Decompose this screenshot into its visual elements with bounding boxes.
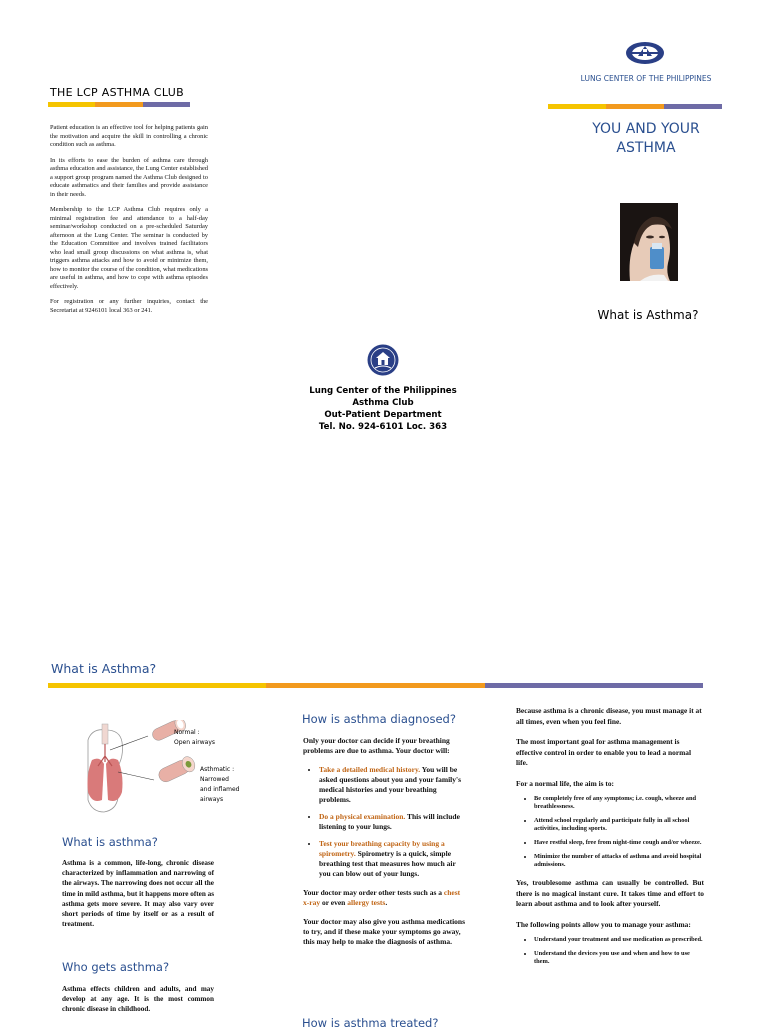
aim-item: • Attend school regularly and participate fully in all school activities, including sports.: [534, 817, 704, 833]
point-item: • Understand your treatment and use medication as prescribed.: [534, 936, 704, 944]
club-paragraph: In its efforts to ease the burden of asthma care through asthma education and assistance, the Lung Center established a support group program named the Asthma Club designed to educate asthmatics and their families and provide assistance in their needs.: [50, 156, 208, 198]
cover-title-line2: ASTHMA: [616, 140, 676, 156]
lcp-seal-logo: [367, 344, 399, 376]
cover-color-bar: [548, 104, 722, 109]
contact-block: [283, 385, 483, 433]
contact-department: Out-Patient Department: [324, 410, 442, 420]
diagnosed-heading: How is asthma diagnosed?: [302, 712, 456, 726]
club-description: [50, 124, 208, 322]
org-name: LUNG CENTER OF THE PHILIPPINES: [580, 74, 712, 83]
asthmatic-label-desc: Narrowed: [200, 776, 229, 783]
cover-title: [548, 120, 744, 158]
other-tests-text: [303, 888, 465, 908]
other-tests-part: Your doctor may order other tests such as a: [303, 888, 444, 897]
treated-heading: How is asthma treated?: [302, 1016, 439, 1030]
aim-item: • Have restful sleep, free from night-time cough and/or wheeze.: [534, 839, 704, 847]
chest-xray-highlight: chest x-ray: [303, 888, 461, 907]
diagnosis-step-highlight: Do a physical examination.: [319, 812, 406, 821]
club-paragraph: For registration or any further inquiries, contact the Secretariat at 9246101 local 363 or 241.: [50, 298, 208, 314]
who-gets-asthma-heading: Who gets asthma?: [62, 960, 170, 974]
point-item: • Understand the devices you use and when and how to use them.: [534, 950, 704, 966]
aim-item: • Be completely free of any symptoms; i.e. cough, wheeze and breathlessness.: [534, 795, 704, 811]
club-paragraph: Membership to the LCP Asthma Club requires only a minimal registration fee and attendance to a half-day seminar/workshop conducted on a pre-scheduled Saturday afternoon at the Lung Center. The seminar is conducted by the Education Committee and involves trained facilitators who lead small group discussions on what asthma is, what triggers asthma attacks and how to avoid or minimize them, how to monitor the course of the condition, what medications are useful in asthma, and how to cope with asthma episodes effectively.: [50, 206, 208, 290]
normal-label: Normal :: [174, 729, 200, 736]
diagnosis-step-text: This will include listening to your lungs.: [319, 812, 460, 831]
diagnosis-step: [319, 839, 465, 879]
diagnosis-step-text: Spirometry is a quick, simple breathing test that measures how much air you can blow out of your lungs.: [319, 849, 456, 878]
inhaler-photo: [620, 203, 678, 281]
goal-text: The most important goal for asthma management is effective control in order to enable you to lead a normal life.: [516, 737, 692, 767]
other-tests-part: .: [385, 898, 388, 907]
diagnosed-section: [303, 736, 465, 956]
asthmatic-label: Asthmatic :: [200, 766, 235, 773]
inside-banner-title: What is Asthma?: [51, 661, 157, 676]
contact-org: Lung Center of the Philippines: [309, 386, 457, 396]
what-is-asthma-text: Asthma is a common, life-long, chronic disease characterized by inflammation and narrowing of the airways. The narrowing does not occur all the time in mild asthma, but it happens more often as asthma gets more severe. It may also vary over short periods of time by itself or as a result of treatment.: [62, 859, 215, 929]
aim-item: • Minimize the number of attacks of asthma and avoid hospital admissions.: [534, 853, 704, 869]
diagnosed-intro: Only your doctor can decide if your breathing problems are due to asthma. Your doctor will:: [303, 736, 450, 755]
chronic-text: Because asthma is a chronic disease, you must manage it at all times, even when you feel fine.: [516, 706, 702, 726]
club-title: THE LCP ASTHMA CLUB: [50, 86, 184, 99]
management-section: [516, 706, 704, 975]
diagnosis-step-text: You will be asked questions about you and your family's medical histories and your breathing problems.: [319, 765, 461, 804]
diagnosis-step: [319, 812, 465, 832]
normal-label-desc: Open airways: [174, 739, 216, 746]
cover-title-line1: YOU AND YOUR: [592, 121, 700, 137]
who-gets-asthma-text: Asthma effects children and adults, and may develop at any age. It is the most common chronic disease in childhood.: [62, 985, 214, 1014]
what-is-asthma-heading: What is asthma?: [62, 835, 158, 849]
diagnosis-step-highlight: Take a detailed medical history.: [319, 765, 421, 774]
asthmatic-label-desc: airways: [200, 796, 224, 803]
cover-subtitle: What is Asthma?: [597, 308, 699, 322]
controlled-text: Yes, troublesome asthma can usually be controlled. But there is no magical instant cure. It takes time and effort to learn about asthma and to look after yourself.: [516, 878, 704, 908]
inside-color-bar: [48, 683, 703, 688]
allergy-tests-highlight: allergy tests: [347, 898, 386, 907]
diagnosis-step: [319, 765, 465, 805]
points-text: The following points allow you to manage your asthma:: [516, 919, 691, 929]
title-color-bar: [48, 102, 190, 107]
airway-diagram: [78, 720, 258, 816]
club-paragraph: Patient education is an effective tool for helping patients gain the motivation and acquire the skill in controlling a chronic condition such as asthma.: [50, 124, 208, 148]
contact-club: Asthma Club: [352, 398, 414, 408]
other-tests-part: or even: [320, 898, 348, 907]
lcp-logo: [624, 40, 666, 66]
asthmatic-label-desc: and inflamed: [200, 786, 240, 793]
medications-text: Your doctor may also give you asthma medications to try, and if these make your symptoms go away, this may help to make the diagnosis of asthma.: [303, 917, 466, 946]
contact-phone: Tel. No. 924-6101 Loc. 363: [318, 422, 448, 432]
aim-text: For a normal life, the aim is to:: [516, 778, 614, 788]
diagnosis-step-highlight: Test your breathing capacity by using a spirometry.: [319, 839, 445, 858]
